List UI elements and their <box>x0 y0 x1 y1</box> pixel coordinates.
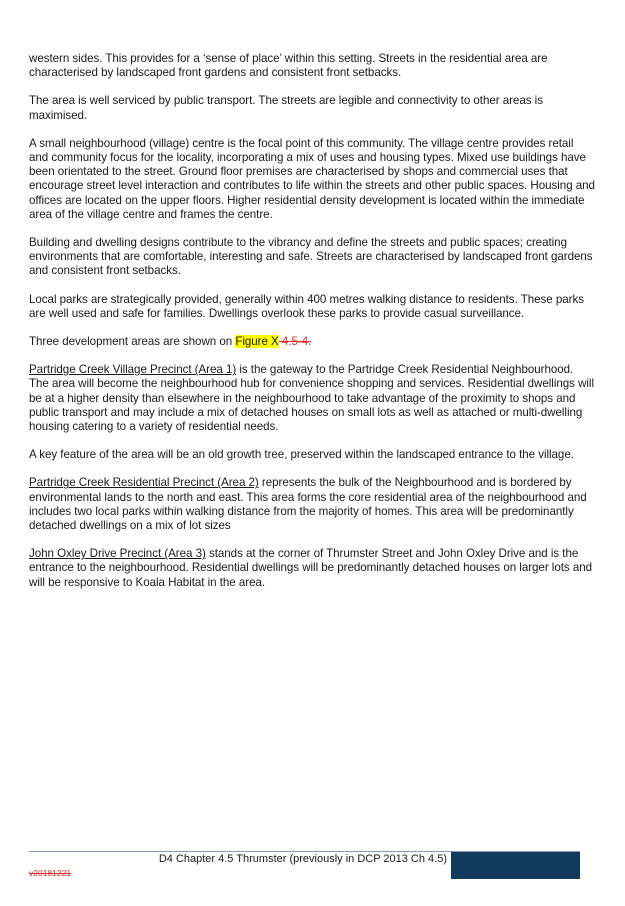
paragraph-area-2 <box>29 476 595 533</box>
area-1-text: is the gateway to the Partridge Creek Residential Neighbourhood. The area will become the neighbourhood hub for convenience shopping and services. Residential dwellings will be at a higher density than elsewhere in the neighbourhood to take advantage of the proximity to shops and public transport and may include a mix of detached houses on small lots as well as attached or multi-dwelling housing catering to a variety of residential needs. <box>29 363 594 434</box>
paragraph-sense-of-place: western sides. This provides for a ‘sense of place’ within this setting. Streets in the residential area are characterised by landscaped front gardens and consistent front setbacks. <box>29 52 548 80</box>
paragraph-old-growth-tree: A key feature of the area will be an old growth tree, preserved within the landscaped entrance to the village. <box>29 448 574 462</box>
paragraph-area-3 <box>29 547 595 590</box>
paragraph-village-centre: A small neighbourhood (village) centre is the focal point of this community. The village centre provides retail and community focus for the locality, incorporating a mix of uses and housing types. Mixed use buildings have been orientated to the street. Ground floor premises are characterised by shops and commercial uses that encourage street level interaction and contributes to life within the streets and other public spaces. Housing and offices are located on the upper floors. Higher residential density development is located within the immediate area of the village centre and frames the centre. <box>29 136 595 221</box>
area-3-text: stands at the corner of Thrumster Street and John Oxley Drive and is the entrance to the neighbourhood. Residential dwellings will be predominantly detached houses on larger lots and will be responsive to Koala Habitat in the area. <box>29 547 593 589</box>
deleted-figure-number: 4.5-4. <box>278 335 312 349</box>
development-areas-text: Three development areas are shown on <box>29 335 236 349</box>
area-2-text: represents the bulk of the Neighbourhood and is bordered by environmental lands to the north and east. This area forms the core residential area of the neighbourhood and includes two local parks within walking distance from the majority of homes. This area will be predominantly detached dwellings on a mix of lot sizes <box>29 476 587 533</box>
paragraph-development-areas <box>29 335 595 349</box>
footer-title: D4 Chapter 4.5 Thrumster (previously in DCP 2013 Ch 4.5) <box>158 853 447 865</box>
paragraph-area-1 <box>29 363 595 434</box>
paragraph-public-transport: The area is well serviced by public transport. The streets are legible and connectivity to other areas is maximised. <box>29 94 543 122</box>
area-1-heading: Partridge Creek Village Precinct (Area 1) <box>29 363 237 377</box>
area-3-heading: John Oxley Drive Precinct (Area 3) <box>29 547 206 561</box>
figure-reference-link[interactable]: Figure X <box>235 335 279 349</box>
document-body <box>29 52 595 604</box>
footer-color-block <box>451 852 580 879</box>
footer-version: v20181221 <box>29 868 72 878</box>
paragraph-building-design: Building and dwelling designs contribute to the vibrancy and define the streets and public spaces; creating environments that are comfortable, interesting and safe. Streets are characterised by landscaped front gardens and consistent front setbacks. <box>29 236 593 278</box>
area-2-heading: Partridge Creek Residential Precinct (Area 2) <box>29 476 259 490</box>
paragraph-local-parks: Local parks are strategically provided, generally within 400 metres walking distance to residents. These parks are well used and safe for families. Dwellings overlook these parks to provide casual surveillance. <box>29 292 584 320</box>
